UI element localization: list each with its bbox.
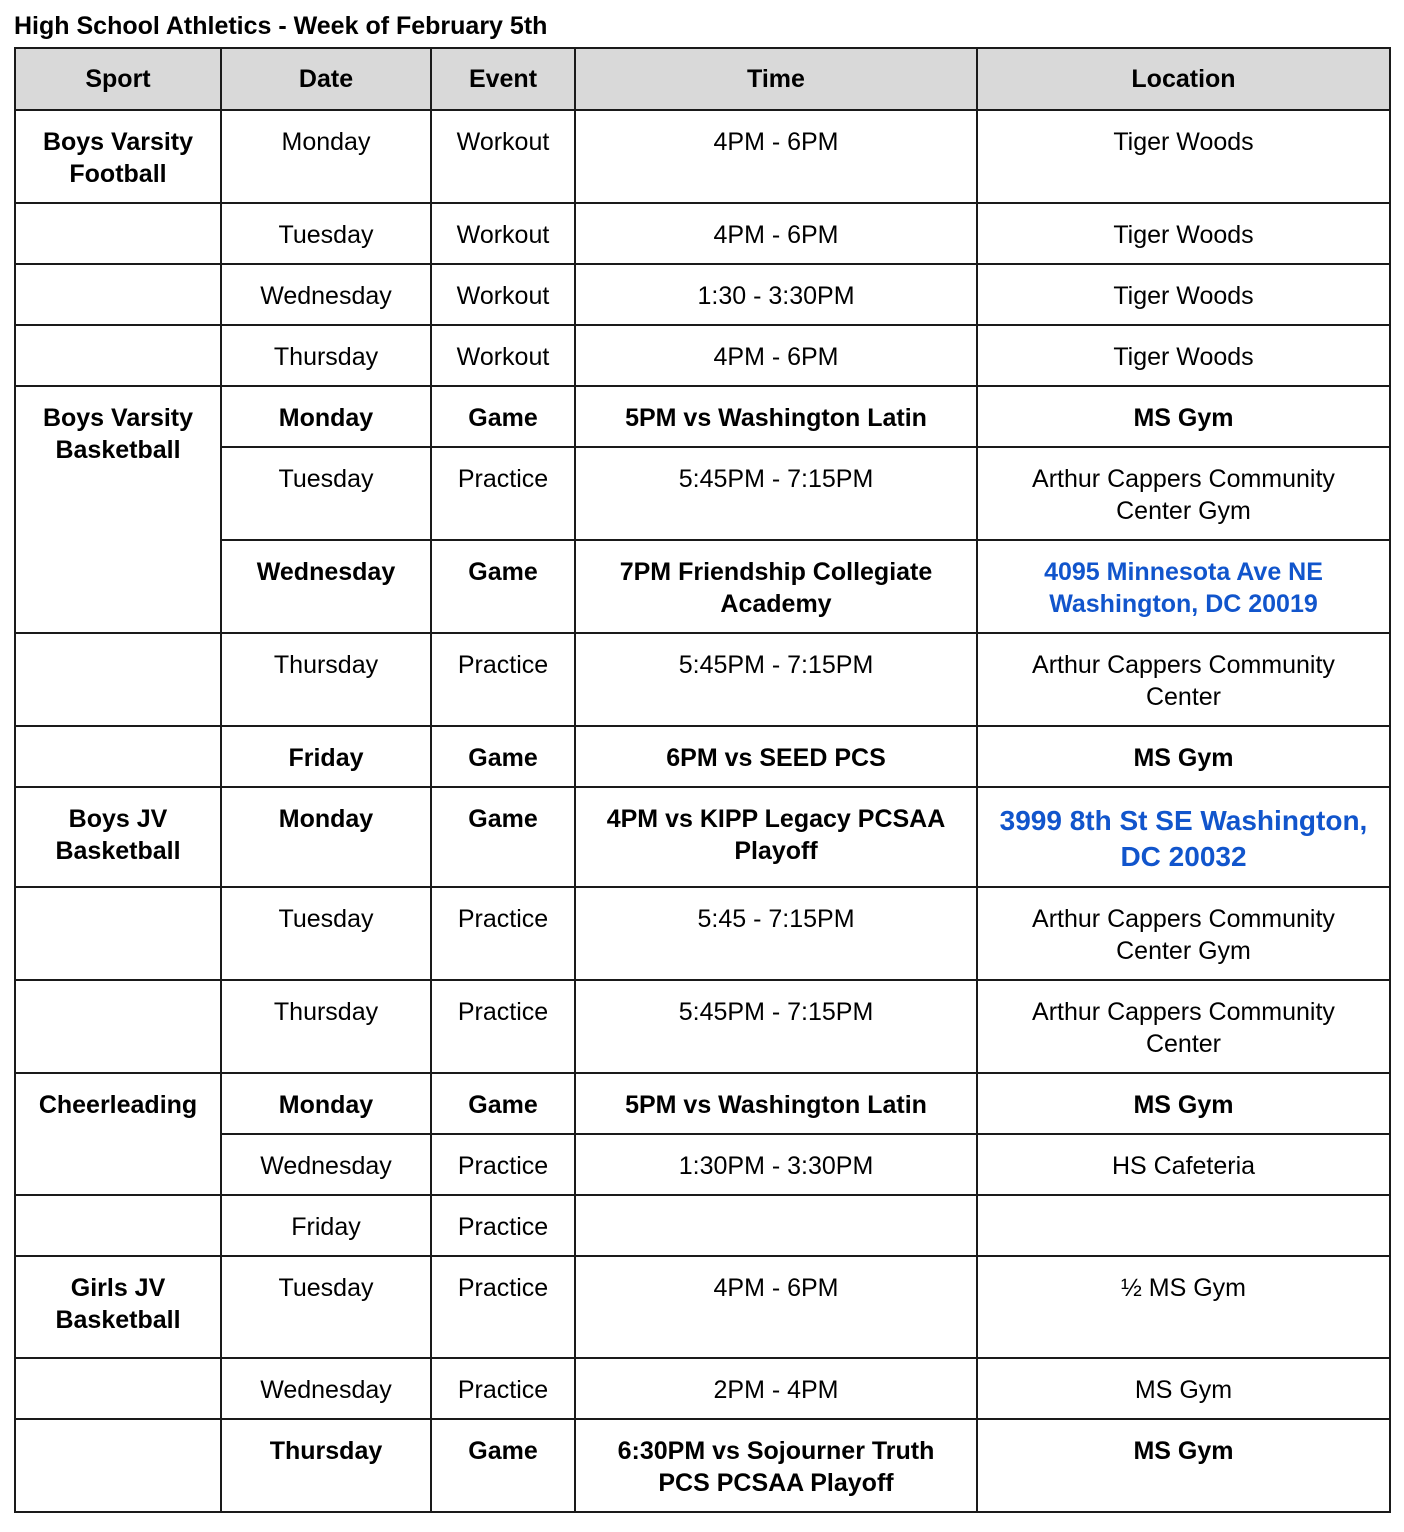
location-cell bbox=[977, 1195, 1390, 1256]
header-location: Location bbox=[977, 48, 1390, 110]
time-cell: 4PM - 6PM bbox=[575, 203, 977, 264]
address-link[interactable]: 4095 Minnesota Ave NE Washington, DC 20019 bbox=[1044, 558, 1323, 618]
sport-cell bbox=[15, 980, 221, 1073]
date-cell: Monday bbox=[221, 787, 431, 887]
location-cell: MS Gym bbox=[977, 1358, 1390, 1419]
time-cell: 5PM vs Washington Latin bbox=[575, 1073, 977, 1134]
event-cell: Game bbox=[431, 1419, 575, 1512]
event-cell: Workout bbox=[431, 203, 575, 264]
event-cell: Workout bbox=[431, 325, 575, 386]
table-row bbox=[15, 887, 1390, 980]
table-row bbox=[15, 787, 1390, 887]
location-cell: Arthur Cappers Community Center Gym bbox=[977, 447, 1390, 540]
date-cell: Monday bbox=[221, 1073, 431, 1134]
date-cell: Monday bbox=[221, 386, 431, 447]
date-cell: Tuesday bbox=[221, 203, 431, 264]
time-cell: 6PM vs SEED PCS bbox=[575, 726, 977, 787]
location-cell: Tiger Woods bbox=[977, 325, 1390, 386]
time-cell: 2PM - 4PM bbox=[575, 1358, 977, 1419]
date-cell: Wednesday bbox=[221, 1134, 431, 1195]
sport-cell: Boys Varsity Basketball bbox=[15, 386, 221, 633]
event-cell: Practice bbox=[431, 887, 575, 980]
table-row bbox=[15, 264, 1390, 325]
event-cell: Game bbox=[431, 787, 575, 887]
time-cell: 1:30PM - 3:30PM bbox=[575, 1134, 977, 1195]
date-cell: Thursday bbox=[221, 633, 431, 726]
location-cell: HS Cafeteria bbox=[977, 1134, 1390, 1195]
sport-cell bbox=[15, 1358, 221, 1419]
schedule-table bbox=[14, 47, 1391, 1513]
event-cell: Practice bbox=[431, 1195, 575, 1256]
location-cell: MS Gym bbox=[977, 1419, 1390, 1512]
table-row bbox=[15, 110, 1390, 203]
address-link[interactable]: 3999 8th St SE Washington, DC 20032 bbox=[999, 805, 1368, 872]
header-event: Event bbox=[431, 48, 575, 110]
sport-cell bbox=[15, 887, 221, 980]
sport-cell: Boys Varsity Football bbox=[15, 110, 221, 203]
sport-cell: Boys JV Basketball bbox=[15, 787, 221, 887]
date-cell: Tuesday bbox=[221, 447, 431, 540]
event-cell: Practice bbox=[431, 1134, 575, 1195]
date-cell: Wednesday bbox=[221, 264, 431, 325]
location-cell: Arthur Cappers Community Center bbox=[977, 980, 1390, 1073]
date-cell: Monday bbox=[221, 110, 431, 203]
time-cell: 5:45PM - 7:15PM bbox=[575, 633, 977, 726]
time-cell: 5:45PM - 7:15PM bbox=[575, 447, 977, 540]
date-cell: Tuesday bbox=[221, 887, 431, 980]
date-cell: Wednesday bbox=[221, 1358, 431, 1419]
date-cell: Tuesday bbox=[221, 1256, 431, 1358]
sport-cell: Girls JV Basketball bbox=[15, 1256, 221, 1358]
event-cell: Workout bbox=[431, 110, 575, 203]
event-cell: Practice bbox=[431, 447, 575, 540]
event-cell: Practice bbox=[431, 633, 575, 726]
header-row bbox=[15, 48, 1390, 110]
time-cell bbox=[575, 1195, 977, 1256]
location-cell: Arthur Cappers Community Center Gym bbox=[977, 887, 1390, 980]
time-cell: 4PM - 6PM bbox=[575, 325, 977, 386]
date-cell: Thursday bbox=[221, 325, 431, 386]
sport-cell bbox=[15, 203, 221, 264]
table-row bbox=[15, 540, 1390, 633]
event-cell: Workout bbox=[431, 264, 575, 325]
table-row bbox=[15, 325, 1390, 386]
sport-cell bbox=[15, 264, 221, 325]
table-row bbox=[15, 203, 1390, 264]
table-row bbox=[15, 1419, 1390, 1512]
table-row bbox=[15, 1073, 1390, 1134]
time-cell: 4PM vs KIPP Legacy PCSAA Playoff bbox=[575, 787, 977, 887]
date-cell: Thursday bbox=[221, 980, 431, 1073]
location-cell: ½ MS Gym bbox=[977, 1256, 1390, 1358]
event-cell: Game bbox=[431, 726, 575, 787]
event-cell: Game bbox=[431, 540, 575, 633]
event-cell: Game bbox=[431, 386, 575, 447]
table-row bbox=[15, 1134, 1390, 1195]
table-row bbox=[15, 980, 1390, 1073]
date-cell: Wednesday bbox=[221, 540, 431, 633]
header-time: Time bbox=[575, 48, 977, 110]
header-sport: Sport bbox=[15, 48, 221, 110]
sport-cell bbox=[15, 726, 221, 787]
time-cell: 4PM - 6PM bbox=[575, 1256, 977, 1358]
event-cell: Practice bbox=[431, 1358, 575, 1419]
page-title: High School Athletics - Week of February 5th bbox=[14, 12, 548, 40]
location-cell bbox=[977, 787, 1390, 887]
time-cell: 5:45 - 7:15PM bbox=[575, 887, 977, 980]
time-cell: 1:30 - 3:30PM bbox=[575, 264, 977, 325]
table-row bbox=[15, 633, 1390, 726]
time-cell: 7PM Friendship Collegiate Academy bbox=[575, 540, 977, 633]
event-cell: Game bbox=[431, 1073, 575, 1134]
date-cell: Friday bbox=[221, 1195, 431, 1256]
sport-cell: Cheerleading bbox=[15, 1073, 221, 1195]
location-cell: Arthur Cappers Community Center bbox=[977, 633, 1390, 726]
time-cell: 5PM vs Washington Latin bbox=[575, 386, 977, 447]
sport-cell bbox=[15, 325, 221, 386]
table-row bbox=[15, 1256, 1390, 1358]
location-cell: MS Gym bbox=[977, 1073, 1390, 1134]
table-row bbox=[15, 447, 1390, 540]
time-cell: 5:45PM - 7:15PM bbox=[575, 980, 977, 1073]
sport-cell bbox=[15, 1195, 221, 1256]
table-row bbox=[15, 1195, 1390, 1256]
location-cell bbox=[977, 540, 1390, 633]
table-row bbox=[15, 386, 1390, 447]
location-cell: Tiger Woods bbox=[977, 264, 1390, 325]
location-cell: Tiger Woods bbox=[977, 110, 1390, 203]
time-cell: 4PM - 6PM bbox=[575, 110, 977, 203]
date-cell: Friday bbox=[221, 726, 431, 787]
sport-cell bbox=[15, 633, 221, 726]
location-cell: MS Gym bbox=[977, 386, 1390, 447]
table-row bbox=[15, 1358, 1390, 1419]
time-cell: 6:30PM vs Sojourner Truth PCS PCSAA Playoff bbox=[575, 1419, 977, 1512]
location-cell: MS Gym bbox=[977, 726, 1390, 787]
table-row bbox=[15, 726, 1390, 787]
sport-cell bbox=[15, 1419, 221, 1512]
header-date: Date bbox=[221, 48, 431, 110]
event-cell: Practice bbox=[431, 1256, 575, 1358]
event-cell: Practice bbox=[431, 980, 575, 1073]
location-cell: Tiger Woods bbox=[977, 203, 1390, 264]
date-cell: Thursday bbox=[221, 1419, 431, 1512]
